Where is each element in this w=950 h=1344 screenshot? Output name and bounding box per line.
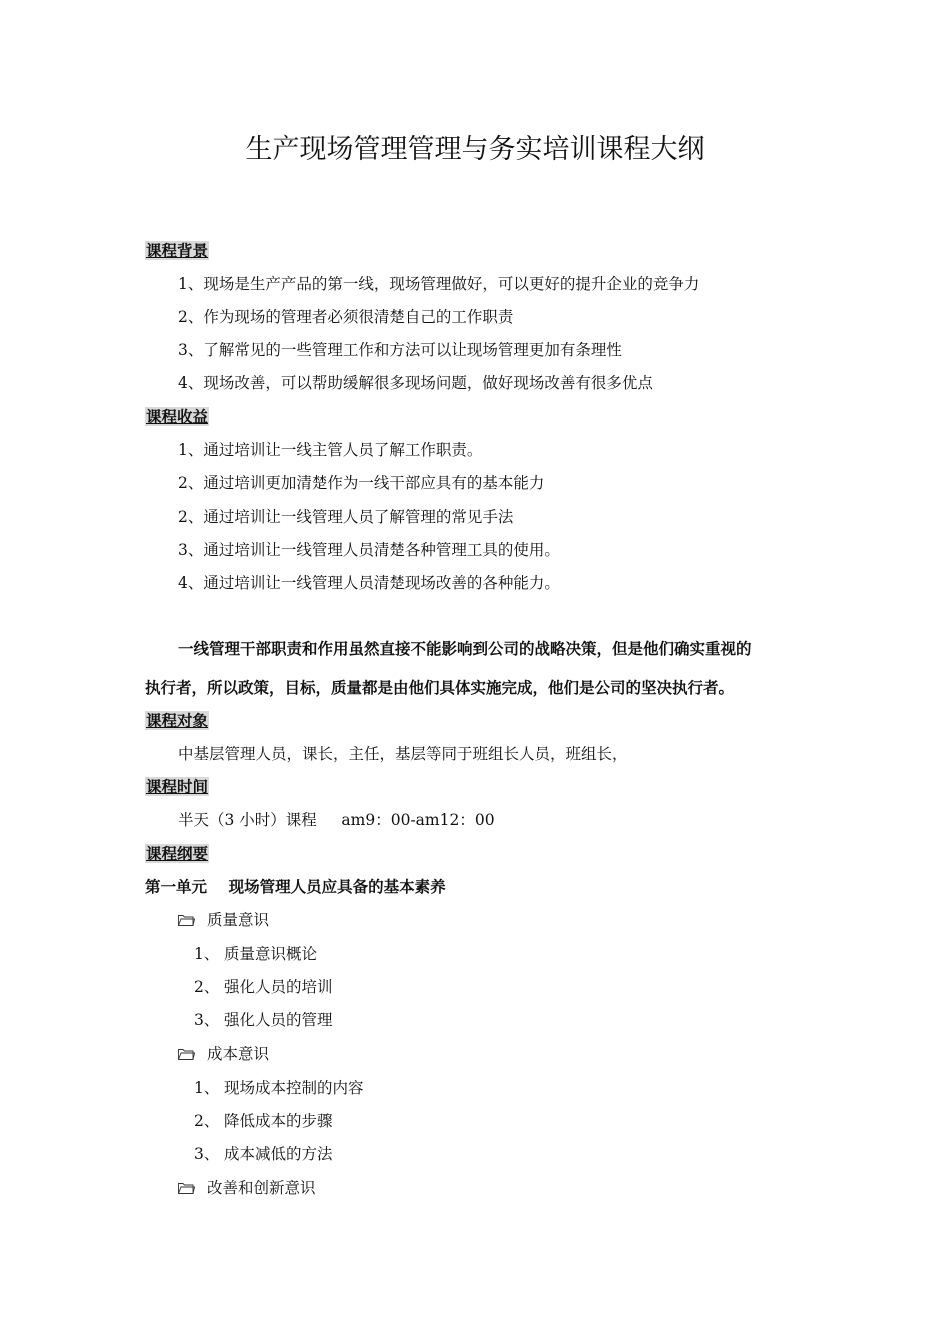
unit-1-title: 第一单元 现场管理人员应具备的基本素养	[145, 877, 446, 896]
folder-icon	[178, 914, 195, 926]
statement-line-1: 一线管理干部职责和作用虽然直接不能影响到公司的战略决策，但是他们确实重视的	[178, 639, 752, 658]
benefit-item: 3、通过培训让一线管理人员清楚各种管理工具的使用。	[178, 541, 560, 559]
section-heading-outline: 课程纲要	[146, 844, 209, 863]
outline-item: 3、 成本减低的方法	[194, 1145, 333, 1163]
folder-icon	[178, 1048, 195, 1060]
document-title: 生产现场管理管理与务实培训课程大纲	[245, 134, 705, 165]
outline-item: 1、 质量意识概论	[194, 945, 318, 963]
outline-item: 2、 降低成本的步骤	[194, 1112, 333, 1130]
benefit-item: 2、通过培训让一线管理人员了解管理的常见手法	[178, 508, 514, 526]
background-item: 3、了解常见的一些管理工作和方法可以让现场管理更加有条理性	[178, 341, 622, 359]
benefit-item: 2、通过培训更加清楚作为一线干部应具有的基本能力	[178, 474, 545, 492]
background-item: 2、作为现场的管理者必须很清楚自己的工作职责	[178, 308, 514, 326]
outline-item: 1、 现场成本控制的内容	[194, 1079, 364, 1097]
outline-section-quality: 质量意识	[178, 909, 269, 931]
background-item: 1、现场是生产产品的第一线，现场管理做好，可以更好的提升企业的竞争力	[178, 275, 700, 293]
outline-section-cost: 成本意识	[178, 1043, 269, 1065]
benefit-item: 1、通过培训让一线主管人员了解工作职责。	[178, 441, 483, 459]
background-item: 4、现场改善，可以帮助缓解很多现场问题，做好现场改善有很多优点	[178, 374, 653, 392]
section-heading-benefits: 课程收益	[146, 407, 209, 426]
benefit-item: 4、通过培训让一线管理人员清楚现场改善的各种能力。	[178, 574, 560, 592]
section-heading-schedule: 课程时间	[146, 777, 209, 796]
statement-line-2: 执行者，所以政策，目标，质量都是由他们具体实施完成，他们是公司的坚决执行者。	[145, 678, 735, 697]
schedule-text: 半天（3 小时）课程 am9：00-am12：00	[178, 811, 495, 829]
section-heading-audience: 课程对象	[146, 711, 209, 730]
audience-text: 中基层管理人员，课长，主任，基层等同于班组长人员，班组长，	[178, 745, 628, 763]
folder-icon	[178, 1182, 195, 1194]
outline-item: 3、 强化人员的管理	[194, 1011, 333, 1029]
outline-item: 2、 强化人员的培训	[194, 978, 333, 996]
outline-section-improvement: 改善和创新意识	[178, 1177, 316, 1199]
section-heading-background: 课程背景	[146, 241, 209, 260]
